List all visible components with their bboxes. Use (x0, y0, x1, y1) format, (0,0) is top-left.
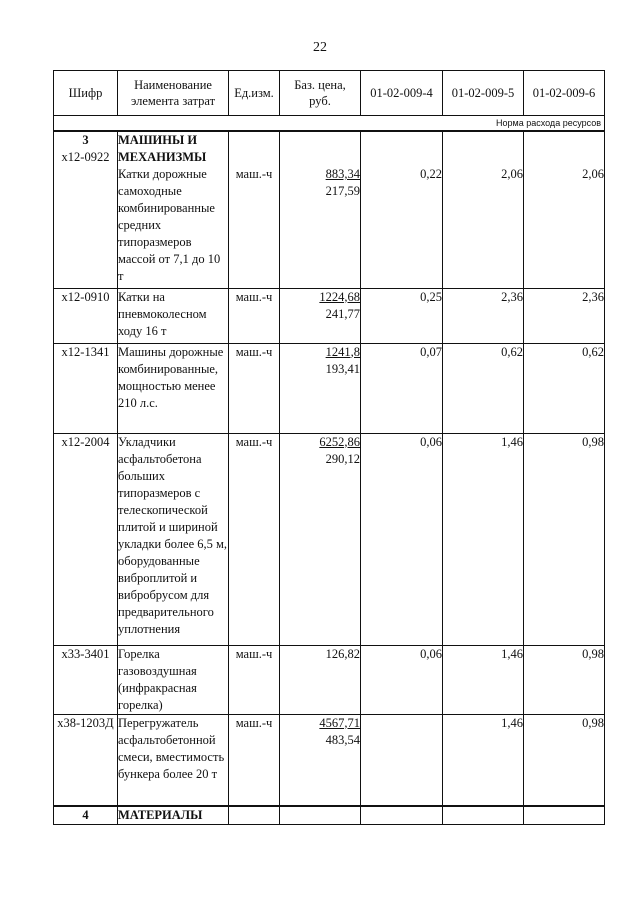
row-value-009-4 (361, 714, 443, 806)
row-unit: маш.-ч (229, 714, 280, 806)
empty-cell (524, 806, 605, 825)
row-value-009-6: 0,98 (524, 645, 605, 714)
row-code: х12-2004 (54, 433, 118, 645)
row-code: х38-1203Д (54, 714, 118, 806)
section-title: МАШИНЫ И МЕХАНИЗМЫ (118, 133, 207, 164)
base-price: 6252,86 (319, 434, 360, 449)
sub-price: 241,77 (325, 306, 360, 321)
row-value-009-4: 0,22 (361, 131, 443, 288)
sub-price: 217,59 (325, 184, 360, 198)
page-number: 22 (313, 40, 327, 55)
header-col-009-6: 01-02-009-6 (524, 71, 605, 116)
row-code: х33-3401 (54, 645, 118, 714)
row-price (280, 714, 361, 806)
row-code: х12-0910 (54, 288, 118, 343)
header-name: Наименование элемента затрат (118, 71, 229, 116)
table-row (54, 714, 605, 806)
base-price: 883,34 (325, 167, 360, 181)
row-value-009-5: 2,06 (443, 131, 524, 288)
empty-cell (280, 806, 361, 825)
header-col-009-5: 01-02-009-5 (443, 71, 524, 116)
base-price: 1224,68 (319, 289, 360, 304)
norm-label-row (54, 116, 605, 132)
row-price (280, 645, 361, 714)
base-price: 126,82 (325, 646, 360, 661)
header-row (54, 71, 605, 116)
row-value-009-6: 2,06 (524, 131, 605, 288)
row-name: Машины дорожные комбинированные, мощностью менее 210 л.с. (118, 343, 229, 433)
table-row (54, 433, 605, 645)
row-unit: маш.-ч (229, 433, 280, 645)
sub-price: 483,54 (325, 732, 360, 747)
header-unit: Ед.изм. (229, 71, 280, 116)
header-price: Баз. цена, руб. (280, 71, 361, 116)
empty-cell (229, 806, 280, 825)
row-code: х12-1341 (54, 343, 118, 433)
row-value-009-5: 1,46 (443, 433, 524, 645)
row-value-009-5: 0,62 (443, 343, 524, 433)
empty-cell (443, 806, 524, 825)
row-price (280, 433, 361, 645)
sub-price: 290,12 (325, 451, 360, 466)
row-name-cell (118, 131, 229, 288)
row-name: Катки на пневмоколесном ходу 16 т (118, 288, 229, 343)
row-unit: маш.-ч (229, 645, 280, 714)
row-value-009-5: 1,46 (443, 714, 524, 806)
base-price: 4567,71 (319, 715, 360, 730)
row-price (280, 131, 361, 288)
table-row (54, 343, 605, 433)
header-col-009-4: 01-02-009-4 (361, 71, 443, 116)
table-row (54, 645, 605, 714)
row-unit: маш.-ч (229, 131, 280, 288)
table-row (54, 131, 605, 288)
row-value-009-4: 0,25 (361, 288, 443, 343)
row-code: х12-0922 (61, 150, 110, 164)
row-code-cell (54, 131, 118, 288)
row-value-009-4: 0,07 (361, 343, 443, 433)
row-unit: маш.-ч (229, 288, 280, 343)
row-value-009-4: 0,06 (361, 433, 443, 645)
sub-price: 193,41 (325, 361, 360, 376)
header-code: Шифр (54, 71, 118, 116)
section-number: 4 (54, 806, 118, 825)
resource-norms-table (53, 70, 605, 825)
empty-cell (361, 806, 443, 825)
row-value-009-6: 2,36 (524, 288, 605, 343)
row-unit: маш.-ч (229, 343, 280, 433)
row-name: Катки дорожные самоходные комбинированные средних типоразмеров массой от 7,1 до 10 т (118, 167, 221, 283)
row-name: Горелка газовоздушная (инфракрасная горелка) (118, 645, 229, 714)
row-name: Укладчики асфальтобетона больших типоразмеров с телескопической плитой и шириной укладки более 6,5 м, оборудованные виброплитой и вибробрусом для предварительного уплотнения (118, 433, 229, 645)
table-row (54, 288, 605, 343)
section-title: МАТЕРИАЛЫ (118, 806, 229, 825)
row-value-009-6: 0,62 (524, 343, 605, 433)
base-price: 1241,8 (325, 344, 360, 359)
row-value-009-6: 0,98 (524, 433, 605, 645)
norm-label: Норма расхода ресурсов (54, 116, 605, 132)
section-number: 3 (82, 133, 89, 147)
section-row-materials (54, 806, 605, 825)
row-value-009-5: 1,46 (443, 645, 524, 714)
row-value-009-6: 0,98 (524, 714, 605, 806)
row-name: Перегружатель асфальтобетонной смеси, вместимость бункера более 20 т (118, 714, 229, 806)
row-value-009-4: 0,06 (361, 645, 443, 714)
row-price (280, 343, 361, 433)
row-price (280, 288, 361, 343)
row-value-009-5: 2,36 (443, 288, 524, 343)
